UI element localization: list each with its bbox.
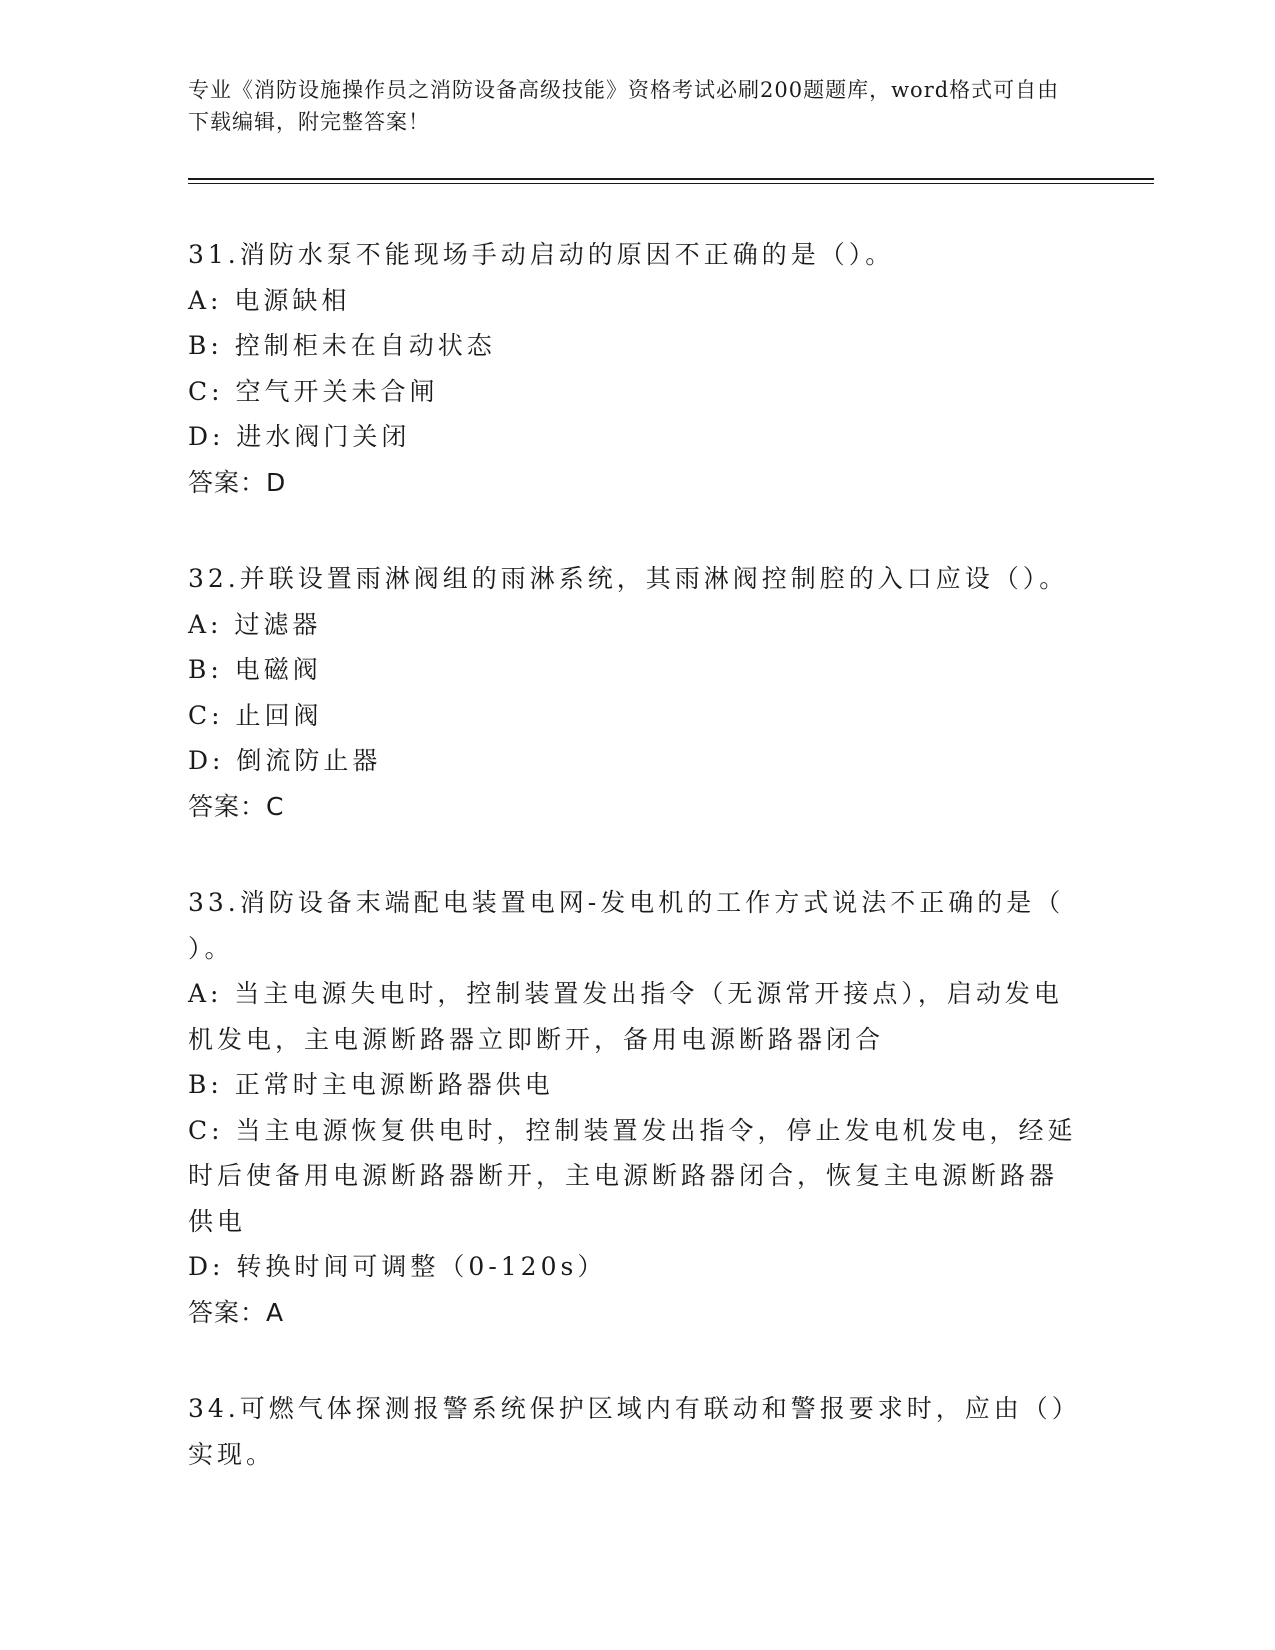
option-a: A: 电源缺相 (188, 285, 351, 315)
option-a: A: 过滤器 (188, 609, 322, 639)
document-header: 专业《消防设施操作员之消防设备高级技能》资格考试必刷200题题库，word格式可自由下载编辑，附完整答案！ (188, 78, 1060, 134)
option-b: B: 正常时主电源断路器供电 (188, 1070, 554, 1099)
header-divider-thick (188, 178, 1154, 180)
option-c: C: 当主电源恢复供电时，控制装置发出指令，停止发电机发电，经延 (188, 1115, 1077, 1145)
option-d: D: 倒流防止器 (188, 746, 382, 775)
option-a: A: 当主电源失电时，控制装置发出指令（无源常开接点），启动发电 (188, 979, 1063, 1008)
option-c: C: 空气开关未合闸 (188, 376, 439, 406)
answer: 答案：A (188, 1297, 285, 1327)
option-c: C: 止回阀 (188, 700, 323, 730)
question-stem: 34.可燃气体探测报警系统保护区域内有联动和警报要求时，应由（） (188, 1394, 1081, 1423)
question-33 (188, 880, 1078, 1335)
answer: 答案：C (188, 791, 285, 821)
question-stem: 33.消防设备末端配电装置电网-发电机的工作方式说法不正确的是（ (188, 888, 1065, 917)
option-b: B: 电磁阀 (188, 655, 322, 684)
question-32 (188, 556, 1078, 829)
header-divider-thin (188, 183, 1154, 184)
question-stem: 31.消防水泵不能现场手动启动的原因不正确的是（）。 (188, 240, 895, 269)
question-stem-continued: 实现。 (188, 1439, 276, 1469)
question-list (188, 232, 1081, 1528)
option-d: D: 转换时间可调整（0-120s） (188, 1252, 607, 1281)
answer: 答案：D (188, 467, 287, 497)
option-c-continued: 供电 (188, 1206, 247, 1236)
question-stem: 32.并联设置雨淋阀组的雨淋系统，其雨淋阀控制腔的入口应设（）。 (188, 564, 1069, 593)
option-a-continued: 机发电，主电源断路器立即断开，备用电源断路器闭合 (188, 1024, 885, 1054)
option-b: B: 控制柜未在自动状态 (188, 331, 496, 360)
question-34 (188, 1386, 1081, 1477)
option-c-continued: 时后使备用电源断路器断开，主电源断路器闭合，恢复主电源断路器 (188, 1161, 1059, 1190)
option-d: D: 进水阀门关闭 (188, 422, 411, 451)
question-stem-continued: ）。 (188, 933, 234, 963)
question-31 (188, 232, 1078, 505)
